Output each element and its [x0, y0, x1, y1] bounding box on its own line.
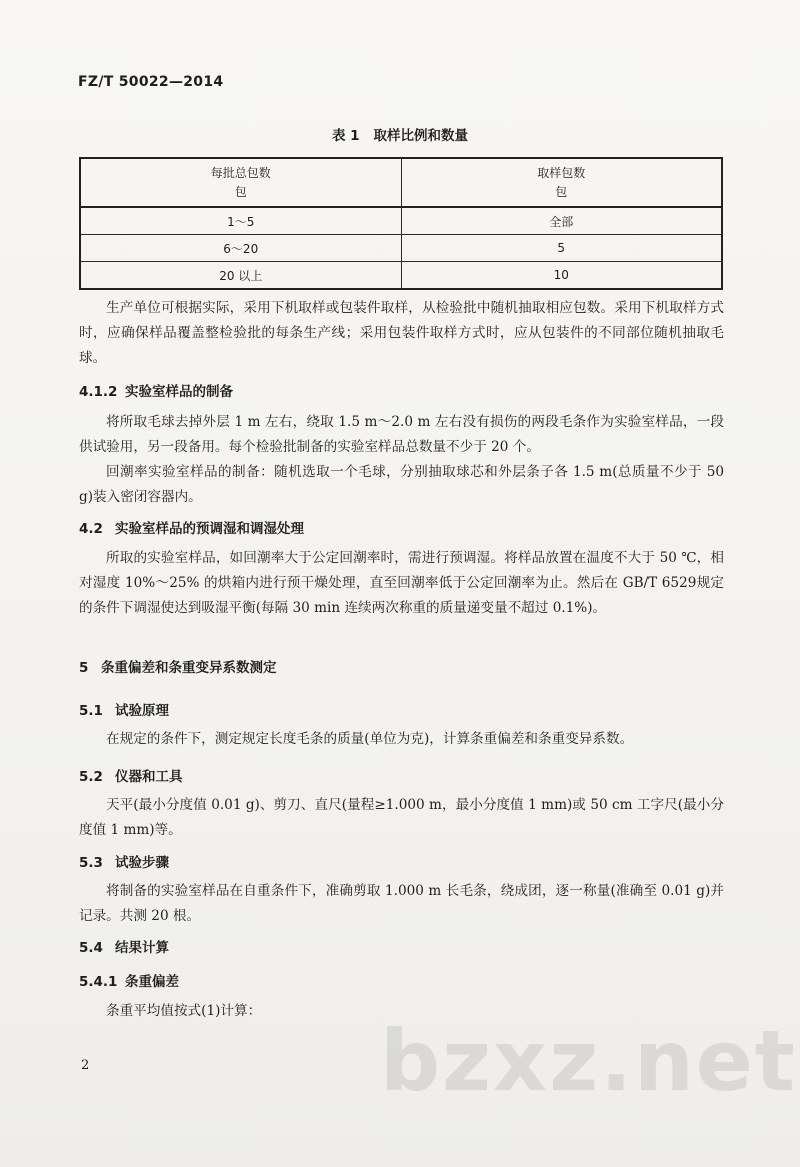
section-title: 结果计算 [115, 940, 169, 956]
table-header-cell [401, 158, 722, 207]
table-cell: 1～5 [80, 207, 401, 235]
table-row [80, 235, 722, 262]
section-title: 试验步骤 [115, 855, 169, 871]
table-row [80, 207, 722, 235]
paragraph-4-1-2-a: 将所取毛球去掉外层 1 m 左右，绕取 1.5 m～2.0 m 左右没有损伤的两段毛条作为实验室样品，一段供试验用，另一段备用。每个检验批制备的实验室样品总数量不少于 20 个。 [79, 414, 724, 455]
section-heading-5-4-1 [79, 970, 179, 990]
paragraph-5-3: 将制备的实验室样品在自重条件下，准确剪取 1.000 m 长毛条，绕成团，逐一称量(准确至 0.01 g)并记录。共测 20 根。 [79, 883, 724, 924]
watermark-text: bzxz.net [380, 1012, 797, 1110]
table-cell: 10 [401, 262, 722, 290]
table-header-row [80, 158, 722, 207]
section-title: 仪器和工具 [115, 769, 183, 785]
standard-code: FZ/T 50022—2014 [78, 74, 224, 90]
section-title: 实验室样品的制备 [125, 384, 233, 400]
column-header-unit: 包 [555, 184, 568, 199]
table-caption-number: 表 1 [331, 128, 360, 144]
column-header-unit: 包 [234, 184, 247, 199]
section-title: 条重偏差 [125, 974, 179, 990]
table-header-cell [80, 158, 401, 207]
table-caption [0, 124, 800, 144]
section-title: 试验原理 [115, 703, 169, 719]
section-number: 4.1.2 [79, 384, 118, 400]
column-header-label: 取样包数 [537, 165, 586, 180]
page-number: 2 [81, 1058, 90, 1073]
paragraph-4-2: 所取的实验室样品，如回潮率大于公定回潮率时，需进行预调湿。将样品放置在温度不大于 50 ℃，相对湿度 10%～25% 的烘箱内进行预干燥处理，直至回潮率低于公定回潮率为止。然后在 GB/T 6529规定的条件下调湿使达到吸湿平衡(每隔 30 min 连续两次称重的质量递变量不超过 0.1%)。 [79, 550, 724, 616]
paragraph-5-1: 在规定的条件下，测定规定长度毛条的质量(单位为克)，计算条重偏差和条重变异系数。 [106, 731, 634, 747]
section-heading-4-1-2 [79, 380, 233, 400]
paragraph-5-4-1: 条重平均值按式(1)计算： [106, 1003, 262, 1019]
section-number: 5.4.1 [79, 974, 118, 990]
table-cell: 5 [401, 235, 722, 262]
section-number: 4.2 [79, 521, 103, 537]
section-number: 5.2 [79, 769, 103, 785]
paragraph-4-1-2-b: 回潮率实验室样品的制备：随机选取一个毛球，分别抽取球芯和外层条子各 1.5 m(总质量不少于 50 g)装入密闭容器内。 [79, 464, 724, 505]
section-number: 5.1 [79, 703, 103, 719]
table-cell: 全部 [401, 207, 722, 235]
section-heading-5-1 [79, 699, 169, 719]
table-cell: 20 以上 [80, 262, 401, 290]
paragraph-5-2: 天平(最小分度值 0.01 g)、剪刀、直尺(量程≥1.000 m，最小分度值 1 mm)或 50 cm 工字尺(最小分度值 1 mm)等。 [79, 797, 724, 838]
sampling-paragraph: 生产单位可根据实际，采用下机取样或包装件取样，从检验批中随机抽取相应包数。采用下机取样方式时，应确保样品覆盖整检验批的每条生产线；采用包装件取样方式时，应从包装件的不同部位随机抽取毛球。 [79, 300, 724, 366]
section-title: 条重偏差和条重变异系数测定 [101, 660, 277, 676]
section-heading-5-2 [79, 765, 183, 785]
table-cell: 6～20 [80, 235, 401, 262]
section-title: 实验室样品的预调湿和调湿处理 [115, 521, 304, 537]
table-caption-title: 取样比例和数量 [373, 128, 469, 144]
section-number: 5.3 [79, 855, 103, 871]
section-number: 5.4 [79, 940, 103, 956]
section-heading-5-3 [79, 851, 169, 871]
section-heading-5-4 [79, 936, 169, 956]
column-header-label: 每批总包数 [210, 165, 271, 180]
table-row [80, 262, 722, 290]
section-number: 5 [79, 660, 89, 676]
section-heading-5 [79, 656, 277, 676]
section-heading-4-2 [79, 517, 304, 537]
sampling-table [79, 157, 723, 290]
